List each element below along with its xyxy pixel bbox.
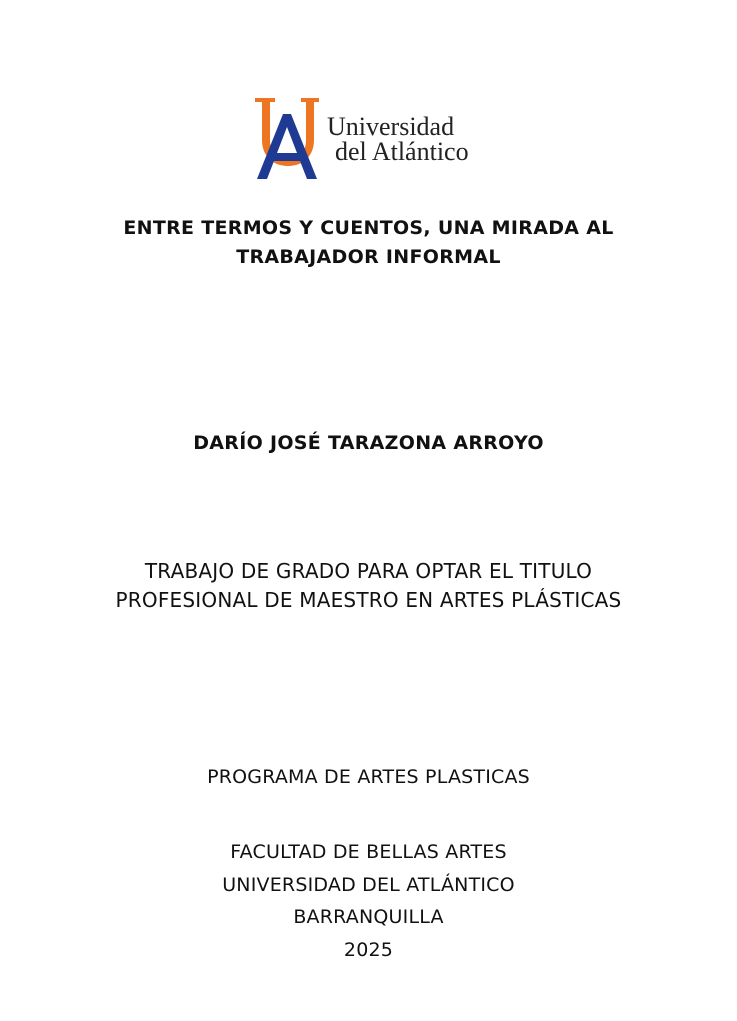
institution-footer [0, 836, 737, 966]
program-name: PROGRAMA DE ARTES PLASTICAS [207, 766, 530, 788]
thesis-title-line1: ENTRE TERMOS Y CUENTOS, UNA MIRADA AL [123, 217, 614, 239]
thesis-title [0, 214, 737, 272]
university-logo [253, 96, 493, 182]
city-name: BARRANQUILLA [293, 906, 444, 928]
faculty-name: FACULTAD DE BELLAS ARTES [230, 841, 507, 863]
thesis-title-line2: TRABAJADOR INFORMAL [236, 246, 501, 268]
logo-text-line1: Universidad [327, 112, 455, 141]
university-logo-mark [253, 96, 493, 182]
degree-line1: TRABAJO DE GRADO PARA OPTAR EL TITULO [144, 559, 593, 583]
author-name: DARÍO JOSÉ TARAZONA ARROYO [193, 432, 544, 454]
university-name: UNIVERSIDAD DEL ATLÁNTICO [222, 873, 515, 896]
degree-statement [0, 557, 737, 615]
year: 2025 [343, 938, 394, 961]
degree-line2: PROFESIONAL DE MAESTRO EN ARTES PLÁSTICAS [115, 588, 622, 612]
logo-text-line2: del Atlántico [335, 137, 469, 166]
